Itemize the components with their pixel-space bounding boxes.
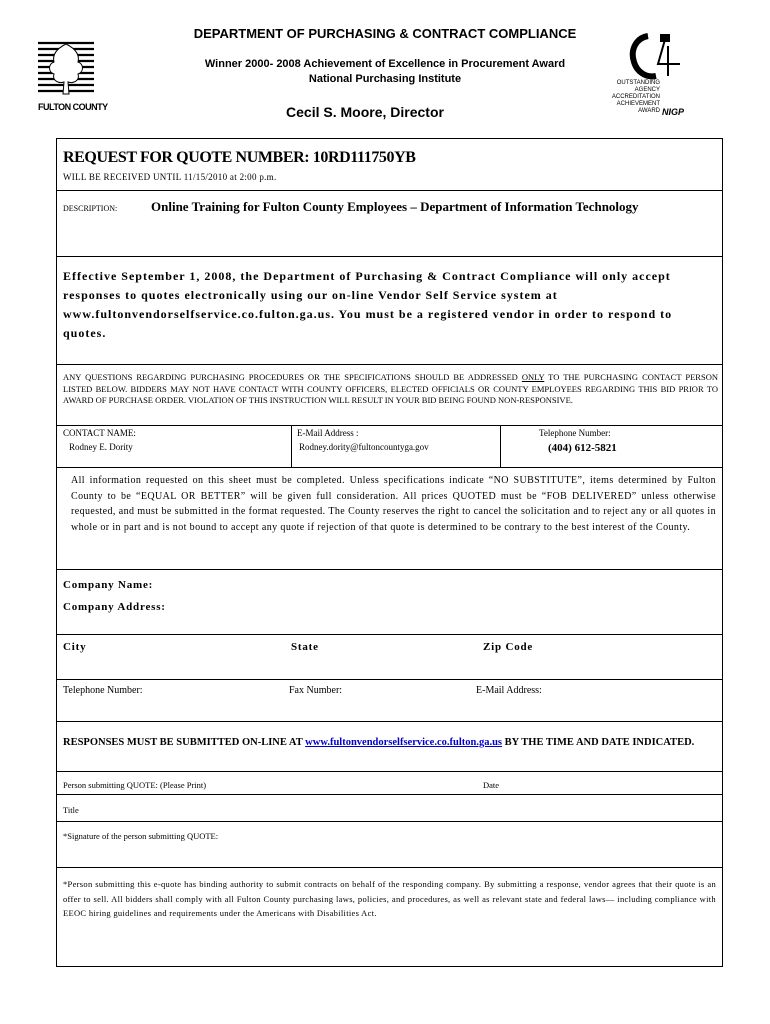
fulton-county-logo (38, 40, 94, 96)
date-field[interactable]: Date (483, 780, 500, 790)
questions-instruction (63, 372, 718, 407)
title-field[interactable]: Title (63, 805, 79, 815)
person-submitting-field[interactable]: Person submitting QUOTE: (Please Print) (63, 780, 207, 790)
rfq-form (56, 138, 723, 967)
binding-authority-text: *Person submitting this e-quote has binding authority to submit contracts on behalf of the responding company. By submitting a response, vendor agrees that their quote is an offer to sell. All bidders shall comply with all Fulton County purchasing laws, policies, and procedures, as well as relevant state and federal laws— including compliance with EEOC hiring guidelines and requirements under the Americans with Disabilities Act. (63, 879, 716, 918)
questions-emphasis: ONLY (521, 372, 545, 382)
notice-text-end: . You must be a registered vendor in order to respond to quotes. (63, 307, 673, 340)
responses-text-end: BY THE TIME AND DATE INDICATED. (502, 737, 695, 748)
divider (57, 821, 722, 822)
zip-code-field[interactable]: Zip Code (483, 641, 534, 653)
rfq-due-date: WILL BE RECEIVED UNTIL 11/15/2010 at 2:00 p.m. (63, 172, 277, 182)
company-address-field[interactable]: Company Address: (63, 601, 166, 613)
city-field[interactable]: City (63, 641, 87, 653)
divider (57, 721, 722, 722)
contact-phone-label: Telephone Number: (539, 428, 611, 438)
divider (57, 794, 722, 795)
divider (57, 634, 722, 635)
responses-text: RESPONSES MUST BE SUBMITTED ON-LINE AT (63, 737, 306, 748)
divider (57, 569, 722, 570)
fax-field[interactable]: Fax Number: (289, 685, 343, 696)
department-title: DEPARTMENT OF PURCHASING & CONTRACT COMPLIANCE (193, 26, 577, 41)
email-field[interactable]: E-Mail Address: (476, 685, 542, 696)
contact-email-label: E-Mail Address : (297, 428, 359, 438)
description-label: DESCRIPTION: (63, 204, 118, 213)
quote-information-text: All information requested on this sheet must be completed. Unless specifications indicate “NO SUBSTITUTE”, items determined by Fulton County to be “EQUAL OR BETTER” will be given full consideration. All prices QUOTED must be “FOB DELIVERED” unless otherwise requested, and must be submitted in the format requested. The County reserves the right to cancel the solicitation and to reject any or all quotes in whole or in part and is not bound to accept any quote if rejection of that quote is determined to be contrary to the best interest of the County. (71, 475, 716, 533)
divider (57, 425, 722, 426)
divider (291, 425, 292, 467)
award-emblem-icon (622, 30, 688, 86)
notice-text: Effective September 1, 2008, the Department of Purchasing & Contract Compliance will only accept responses to quotes electronically using our on-line Vendor Self Service system at (63, 269, 671, 302)
vendor-self-service-link[interactable]: www.fultonvendorselfservice.co.fulton.ga.us (305, 737, 503, 748)
divider (57, 771, 722, 772)
award-emblem-text: OUTSTANDING AGENCY ACCREDITATION ACHIEVEMENT AWARD (611, 80, 660, 114)
description-text: Online Training for Fulton County Employees – Department of Information Technology (151, 199, 639, 214)
contact-name-label: CONTACT NAME: (63, 428, 136, 438)
divider (57, 679, 722, 680)
award-line-1: Winner 2000- 2008 Achievement of Excellence in Procurement Award (204, 58, 566, 70)
electronic-submission-notice (63, 267, 713, 343)
divider (57, 364, 722, 365)
award-line-2: National Purchasing Institute (308, 73, 462, 85)
state-field[interactable]: State (291, 641, 319, 653)
contact-name: Rodney E. Dority (69, 442, 133, 452)
signature-field[interactable]: *Signature of the person submitting QUOTE: (63, 831, 219, 841)
divider (57, 190, 722, 191)
company-name-field[interactable]: Company Name: (63, 579, 154, 591)
nigp-label: NIGP (662, 107, 685, 117)
questions-text: ANY QUESTIONS REGARDING PURCHASING PROCEDURES OR THE SPECIFICATIONS SHOULD BE ADDRESSED (63, 372, 522, 382)
contact-phone: (404) 612-5821 (548, 442, 617, 454)
divider (57, 867, 722, 868)
notice-url[interactable]: www.fultonvendorselfservice.co.fulton.ga.us (63, 307, 331, 321)
telephone-field[interactable]: Telephone Number: (63, 685, 143, 696)
rfq-title: REQUEST FOR QUOTE NUMBER: 10RD111750YB (63, 149, 416, 166)
director-name: Cecil S. Moore, Director (286, 104, 444, 120)
divider (500, 425, 501, 467)
divider (57, 256, 722, 257)
fulton-county-label: FULTON COUNTY (38, 102, 108, 112)
responses-instruction (63, 735, 703, 751)
divider (57, 467, 722, 468)
contact-email[interactable]: Rodney.dority@fultoncountyga.gov (299, 442, 429, 452)
questions-text-end: TO THE PURCHASING CONTACT PERSON LISTED BELOW. BIDDERS MAY NOT HAVE CONTACT WITH COUNTY OFFICERS, ELECTED OFFICIALS OR COUNTY EMPLOYEES REGARDING THIS BID PRIOR TO AWARD OF PURCHASE ORDER. VIOLATION OF THIS INSTRUCTION WILL RESULT IN YOUR BID BEING FOUND NON-RESPONSIVE. (63, 372, 718, 405)
